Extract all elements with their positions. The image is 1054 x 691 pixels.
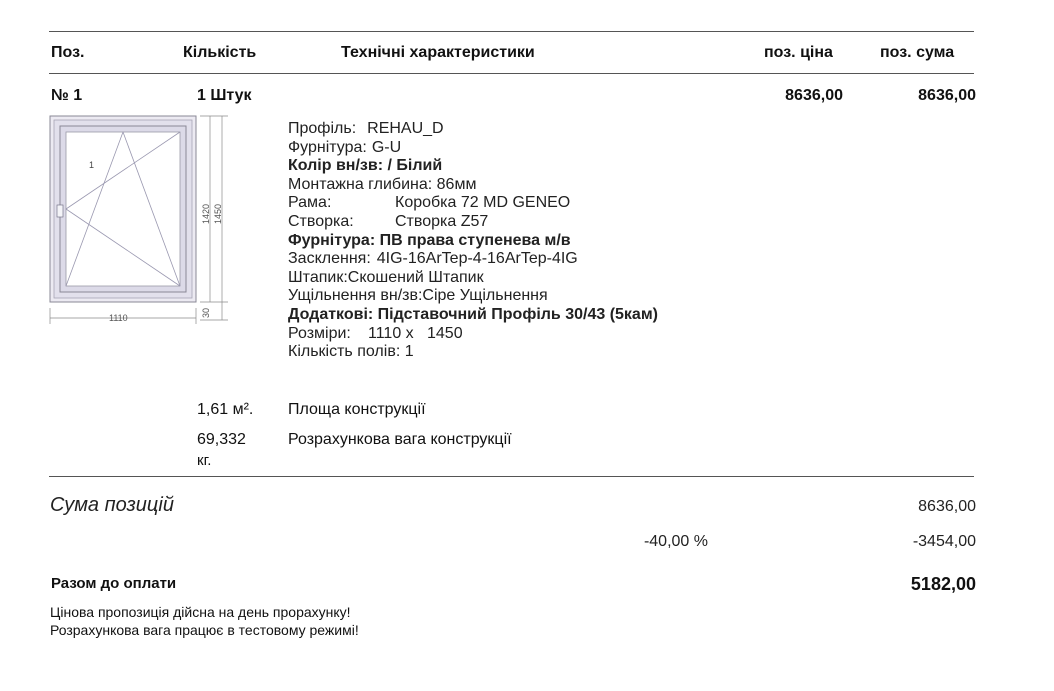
spec-color: Колір вн/зв: / Білий <box>288 157 443 175</box>
spec-extras: Додаткові: Підставочний Профіль 30/43 (5кам) <box>288 305 658 323</box>
spec-sash-label: Створка: <box>288 212 354 230</box>
note-weight: Розрахункова вага працює в тестовому режимі! <box>50 622 359 638</box>
header-pos: Поз. <box>51 44 85 61</box>
dimension-width: 1110 <box>109 313 128 323</box>
spec-fittings: Фурнітура: ПВ права ступенева м/в <box>288 231 571 249</box>
spec-sizes-label: Розміри: <box>288 324 351 342</box>
spec-sash-value: Створка Z57 <box>395 212 489 230</box>
spec-profile-value: REHAU_D <box>367 120 444 137</box>
window-glass <box>66 132 180 286</box>
spec-profile-label: Профіль: <box>288 120 357 137</box>
header-quantity: Кількість <box>183 44 257 61</box>
spec-frame-value: Коробка 72 MD GENEO <box>395 194 571 212</box>
spec-profile <box>288 120 658 139</box>
area-label: Площа конструкції <box>288 401 426 418</box>
spec-seal: Ущільнення вн/зв:Сіре Ущільнення <box>288 287 548 305</box>
spec-frame <box>288 194 658 213</box>
note-validity: Цінова пропозиція дійсна на день прорахунку! <box>50 604 351 620</box>
item-sum: 8636,00 <box>918 87 976 104</box>
dimension-height-outer: 1450 <box>213 203 223 224</box>
header-sum: поз. сума <box>880 44 955 61</box>
dimension-sub: 30 <box>201 307 211 318</box>
weight-unit: кг. <box>197 452 212 469</box>
spec-frame-label: Рама: <box>288 194 332 212</box>
spec-glazing-value: 4IG-16ArTep-4-16ArTep-4IG <box>376 250 578 268</box>
item-rule <box>49 476 974 477</box>
spec-sizes <box>288 325 658 344</box>
handle-icon <box>57 205 63 217</box>
window-drawing <box>46 112 236 328</box>
top-rule <box>49 31 974 32</box>
spec-hardware <box>288 139 658 158</box>
spec-fields: Кількість полів: 1 <box>288 343 414 361</box>
sash-number-label: 1 <box>89 160 95 170</box>
spec-list <box>288 120 658 362</box>
spec-sash <box>288 213 658 232</box>
positions-sum-value: 8636,00 <box>918 498 976 515</box>
header-tech-specs: Технічні характеристики <box>341 44 535 61</box>
weight-label: Розрахункова вага конструкції <box>288 431 512 448</box>
spec-bead: Штапик:Скошений Штапик <box>288 268 484 286</box>
item-unit-price: 8636,00 <box>785 87 843 104</box>
spec-glazing-label: Засклення: <box>288 250 371 268</box>
spec-depth: Монтажна глибина: 86мм <box>288 175 477 193</box>
spec-hardware-value: G-U <box>371 138 402 156</box>
item-quantity: 1 Штук <box>197 87 252 104</box>
total-label: Разом до оплати <box>51 575 177 592</box>
discount-value: -3454,00 <box>912 533 976 550</box>
spec-sizes-value: 1110 x 1450 <box>368 324 463 342</box>
discount-percent: -40,00 % <box>643 533 708 550</box>
item-number: № 1 <box>51 87 83 104</box>
spec-glazing <box>288 250 658 269</box>
weight-value: 69,332 <box>197 431 246 448</box>
spec-hardware-label: Фурнітура: <box>288 138 367 156</box>
positions-sum-label: Сума позицій <box>50 494 174 516</box>
area-value: 1,61 м². <box>197 401 254 418</box>
header-unit-price: поз. ціна <box>764 44 833 61</box>
total-value: 5182,00 <box>910 574 976 594</box>
dimension-height-inner: 1420 <box>201 203 211 224</box>
header-rule <box>49 73 974 74</box>
